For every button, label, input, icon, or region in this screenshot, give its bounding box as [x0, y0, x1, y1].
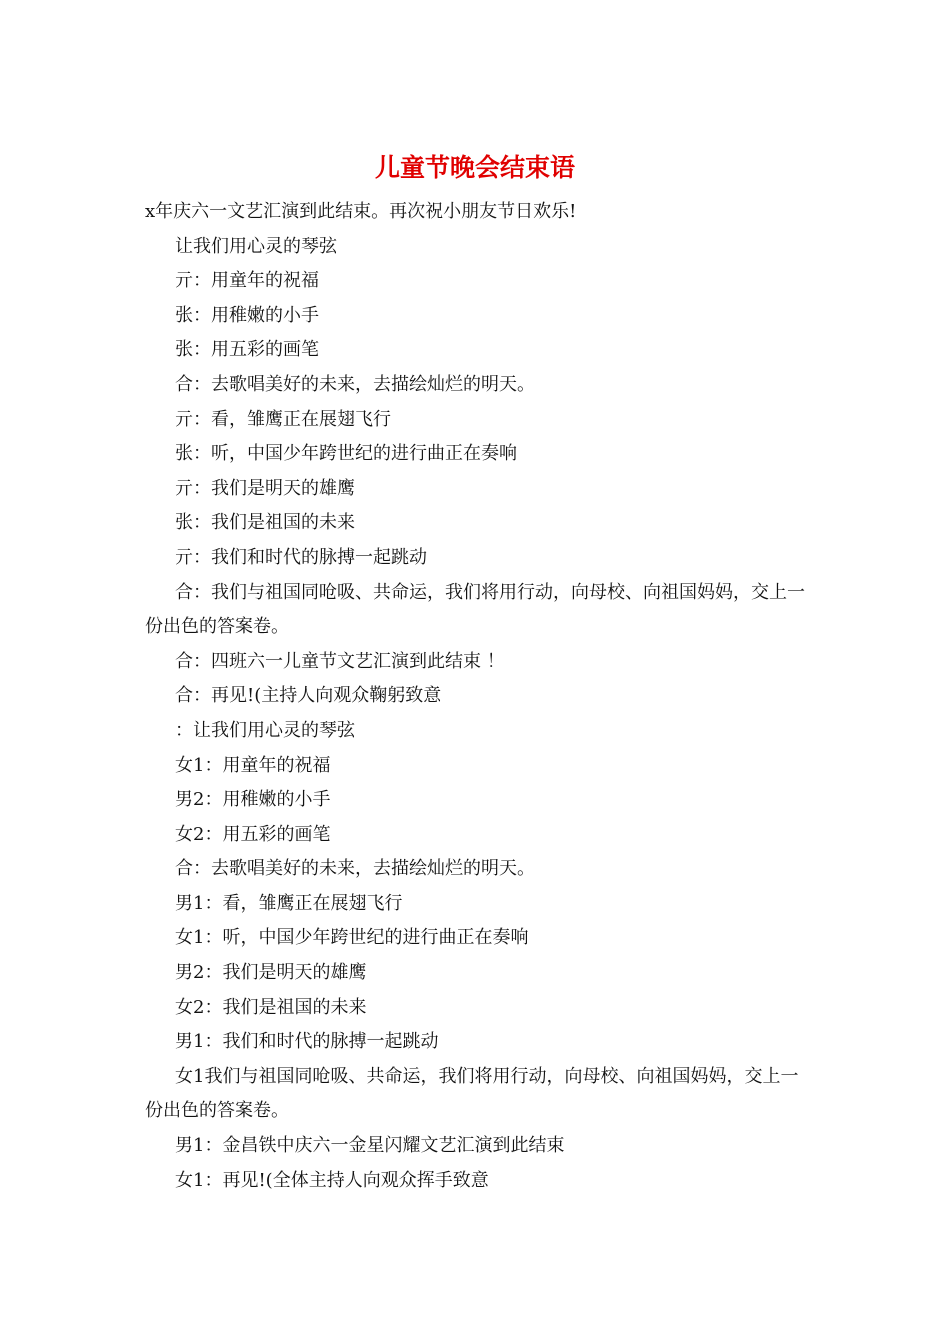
paragraph: x年庆六一文艺汇演到此结束。再次祝小朋友节日欢乐! — [145, 201, 577, 222]
paragraph: 张：用稚嫩的小手 — [175, 304, 319, 326]
paragraph: 亓：看，雏鹰正在展翅飞行 — [175, 408, 391, 430]
paragraph: 张：我们是祖国的未来 — [175, 512, 355, 534]
paragraph: 女1：听，中国少年跨世纪的进行曲正在奏响 — [175, 927, 529, 949]
paragraph: 让我们用心灵的琴弦 — [175, 235, 337, 257]
paragraph: 亓：我们和时代的脉搏一起跳动 — [175, 546, 427, 568]
paragraph: 合：去歌唱美好的未来，去描绘灿烂的明天。 — [175, 858, 535, 880]
document-title: 儿童节晚会结束语 — [374, 153, 575, 182]
paragraph: 合：去歌唱美好的未来，去描绘灿烂的明天。 — [175, 373, 535, 395]
paragraph: 合：再见!(主持人向观众鞠躬致意 — [175, 685, 442, 707]
paragraph: 女1：用童年的祝福 — [175, 754, 331, 776]
document-body — [145, 195, 810, 1198]
paragraph: 张：听，中国少年跨世纪的进行曲正在奏响 — [175, 443, 517, 465]
paragraph: 合：我们与祖国同呛吸、共命运，我们将用行动，向母校、向祖国妈妈，交上一份出色的答案卷。 — [145, 581, 805, 638]
paragraph: 男2：用稚嫩的小手 — [175, 789, 331, 811]
paragraph: 张：用五彩的画笔 — [175, 339, 319, 361]
paragraph: 女1：再见!(全体主持人向观众挥手致意 — [175, 1169, 489, 1191]
paragraph: 男2：我们是明天的雄鹰 — [175, 962, 367, 984]
paragraph: 亓：用童年的祝福 — [175, 270, 319, 292]
paragraph: 男1：我们和时代的脉搏一起跳动 — [175, 1031, 439, 1053]
paragraph: 亓：我们是明天的雄鹰 — [175, 477, 355, 499]
paragraph: 女1我们与祖国同呛吸、共命运，我们将用行动，向母校、向祖国妈妈，交上一份出色的答案卷。 — [145, 1065, 799, 1122]
paragraph: 女2：用五彩的画笔 — [175, 823, 331, 845]
paragraph: ：让我们用心灵的琴弦 — [175, 719, 355, 741]
paragraph: 男1：金昌铁中庆六一金星闪耀文艺汇演到此结束 — [175, 1135, 565, 1157]
paragraph: 男1：看，雏鹰正在展翅飞行 — [175, 892, 403, 914]
paragraph: 合：四班六一儿童节文艺汇演到此结束 ！ — [175, 650, 505, 672]
paragraph: 女2：我们是祖国的未来 — [175, 996, 367, 1018]
